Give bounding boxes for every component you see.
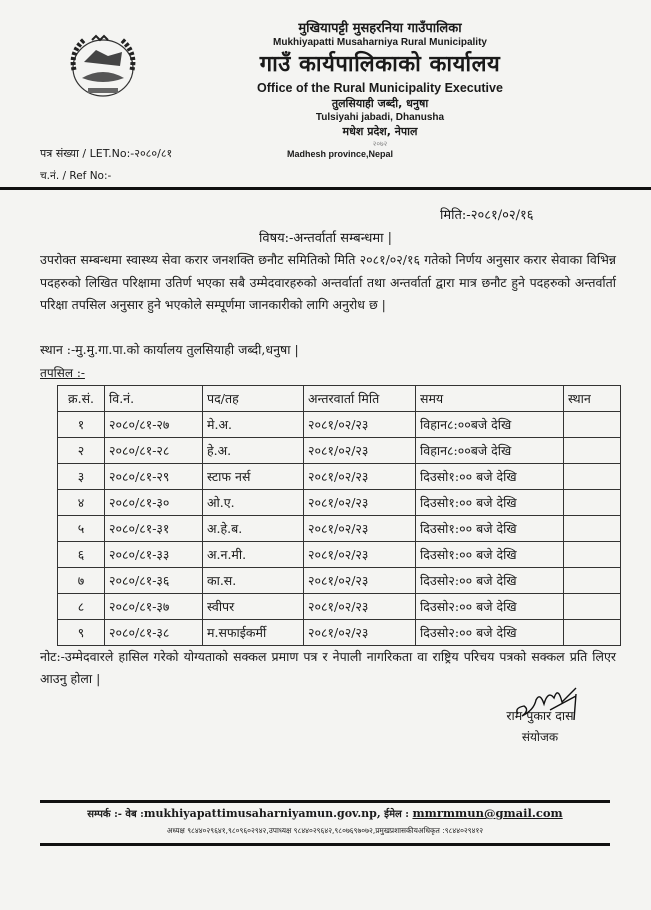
email-label: ईमेल : — [380, 809, 413, 820]
cell-date: २०८१/०२/२३ — [304, 464, 416, 490]
letter-body: उपरोक्त सम्बन्धमा स्वास्थ्य सेवा करार जनशक्ति छनौट समितिको मिति २०८१/०२/१६ गतेको निर्णय अनुसार करार सेवाका विभिन्न पदहरुको लिखित परिक्षामा उतिर्ण भएका सबै उम्मेदवारहरुको अन्तर्वार्ता तथा अन्तर्वार्ता द्वारा मात्र छनौट हुने पदहरुको अन्तर्वार्ता परिक्षा तपसिल अनुसार हुने भएकोले सम्पूर्णमा जानकारीको लागि अनुरोध छ | — [40, 252, 616, 312]
cell-post: हे.अ. — [203, 438, 304, 464]
cell-post: अ.हे.ब. — [203, 516, 304, 542]
cell-date: २०८१/०२/२३ — [304, 438, 416, 464]
cell-time: दिउसो२:०० बजे देखि — [416, 594, 564, 620]
cell-advert-no: २०८०/८१-३१ — [105, 516, 203, 542]
letter-number: पत्र संख्या / LET.No:-२०८०/८१ — [40, 147, 173, 160]
email-link[interactable]: mmrmmun@gmail.com — [412, 806, 563, 820]
reference-number: च.नं. / Ref No:- — [40, 170, 112, 182]
municipality-name-en: Mukhiyapatti Musaharniya Rural Municipality — [273, 37, 487, 48]
cell-venue — [564, 594, 621, 620]
column-header-advert-no: वि.नं. — [105, 386, 203, 412]
column-header-venue: स्थान — [564, 386, 621, 412]
cell-venue — [564, 438, 621, 464]
table-row — [58, 542, 621, 568]
cell-date: २०८१/०२/२३ — [304, 594, 416, 620]
cell-time: दिउसो१:०० बजे देखि — [416, 542, 564, 568]
cell-venue — [564, 568, 621, 594]
website-link[interactable]: mukhiyapattimusaharniyamun.gov.np, — [143, 807, 381, 820]
table-row — [58, 620, 621, 646]
province-np: मधेश प्रदेश, नेपाल — [342, 125, 418, 138]
table-row — [58, 464, 621, 490]
cell-advert-no: २०८०/८१-३८ — [105, 620, 203, 646]
table-row — [58, 568, 621, 594]
address-np: तुलसियाही जब्दी, धनुषा — [331, 97, 429, 110]
cell-advert-no: २०८०/८१-२७ — [105, 412, 203, 438]
cell-advert-no: २०८०/८१-३३ — [105, 542, 203, 568]
column-header-post: पद/तह — [203, 386, 304, 412]
note-text: नोट:-उम्मेदवारले हासिल गरेको योग्यताको सक्कल प्रमाण पत्र र नेपाली नागरिकता वा राष्ट्रिय परिचय पत्रको सक्कल प्रति लिएर आउनु होला | — [40, 649, 616, 686]
interview-schedule-table — [57, 385, 621, 646]
cell-advert-no: २०८०/८१-३६ — [105, 568, 203, 594]
municipality-name-np: मुखियापट्टी मुसहरनिया गाउँपालिका — [298, 21, 462, 36]
header-divider — [0, 187, 651, 190]
cell-time: विहान८:००बजे देखि — [416, 438, 564, 464]
cell-serial: ५ — [58, 516, 105, 542]
footer-divider-top — [40, 800, 610, 803]
cell-serial: ६ — [58, 542, 105, 568]
cell-post: का.स. — [203, 568, 304, 594]
footer-contact — [40, 806, 610, 820]
cell-venue — [564, 516, 621, 542]
cell-advert-no: २०८०/८१-२९ — [105, 464, 203, 490]
cell-serial: ४ — [58, 490, 105, 516]
cell-time: दिउसो१:०० बजे देखि — [416, 516, 564, 542]
table-row — [58, 490, 621, 516]
office-title-en: Office of the Rural Municipality Executive — [257, 81, 503, 95]
cell-date: २०८१/०२/२३ — [304, 620, 416, 646]
cell-date: २०८१/०२/२३ — [304, 516, 416, 542]
cell-serial: ८ — [58, 594, 105, 620]
cell-post: म.सफाईकर्मी — [203, 620, 304, 646]
column-header-time: समय — [416, 386, 564, 412]
table-row — [58, 438, 621, 464]
letter-date: मिति:-२०८१/०२/१६ — [440, 208, 534, 223]
interview-place: स्थान :-मु.मु.गा.पा.को कार्यालय तुलसियाही जब्दी,धनुषा | — [40, 342, 299, 357]
letter-subject: विषय:-अन्तर्वार्ता सम्बन्धमा | — [259, 231, 392, 246]
cell-serial: १ — [58, 412, 105, 438]
cell-serial: २ — [58, 438, 105, 464]
table-row — [58, 594, 621, 620]
cell-serial: ९ — [58, 620, 105, 646]
cell-date: २०८१/०२/२३ — [304, 412, 416, 438]
cell-serial: ३ — [58, 464, 105, 490]
cell-venue — [564, 412, 621, 438]
column-header-serial: क्र.सं. — [58, 386, 105, 412]
nepal-emblem-icon — [62, 30, 144, 102]
cell-venue — [564, 542, 621, 568]
cell-time: दिउसो१:०० बजे देखि — [416, 490, 564, 516]
cell-post: स्टाफ नर्स — [203, 464, 304, 490]
cell-date: २०८१/०२/२३ — [304, 542, 416, 568]
cell-time: दिउसो२:०० बजे देखि — [416, 620, 564, 646]
address-en: Tulsiyahi jabadi, Dhanusha — [315, 112, 445, 123]
cell-post: ओ.ए. — [203, 490, 304, 516]
table-header-row — [58, 386, 621, 412]
cell-post: अ.न.मी. — [203, 542, 304, 568]
cell-advert-no: २०८०/८१-३७ — [105, 594, 203, 620]
cell-advert-no: २०८०/८१-२८ — [105, 438, 203, 464]
cell-time: दिउसो२:०० बजे देखि — [416, 568, 564, 594]
cell-post: मे.अ. — [203, 412, 304, 438]
cell-post: स्वीपर — [203, 594, 304, 620]
cell-serial: ७ — [58, 568, 105, 594]
cell-advert-no: २०८०/८१-३० — [105, 490, 203, 516]
footer-divider-bottom — [40, 843, 610, 846]
cell-time: दिउसो१:०० बजे देखि — [416, 464, 564, 490]
table-row — [58, 516, 621, 542]
cell-venue — [564, 464, 621, 490]
column-header-interview-date: अन्तरवार्ता मिति — [304, 386, 416, 412]
contact-prefix: सम्पर्क :- वेब : — [87, 809, 144, 820]
cell-time: विहान८:००बजे देखि — [416, 412, 564, 438]
cell-date: २०८१/०२/२३ — [304, 490, 416, 516]
cell-venue — [564, 620, 621, 646]
signatory-name: राम पुकार दास — [506, 708, 574, 723]
cell-date: २०८१/०२/२३ — [304, 568, 416, 594]
office-title-np: गाउँ कार्यपालिकाको कार्यालय — [259, 52, 501, 77]
schedule-label: तपसिल :- — [40, 366, 85, 380]
cell-venue — [564, 490, 621, 516]
table-row — [58, 412, 621, 438]
footer-phone-numbers: अध्यक्ष ९८४४०२९६४१,९८०९६०२९४२,उपाध्यक्ष ९८४४०२९६४२,९८०७६९७०७२,प्रमुखप्रशासकीयअधिकृत :९८४४०२९४१२ — [166, 826, 484, 835]
signatory-title: संयोजक — [521, 730, 559, 744]
postal-code: २०७२ — [372, 140, 388, 148]
province-en: Madhesh province,Nepal — [286, 149, 394, 159]
